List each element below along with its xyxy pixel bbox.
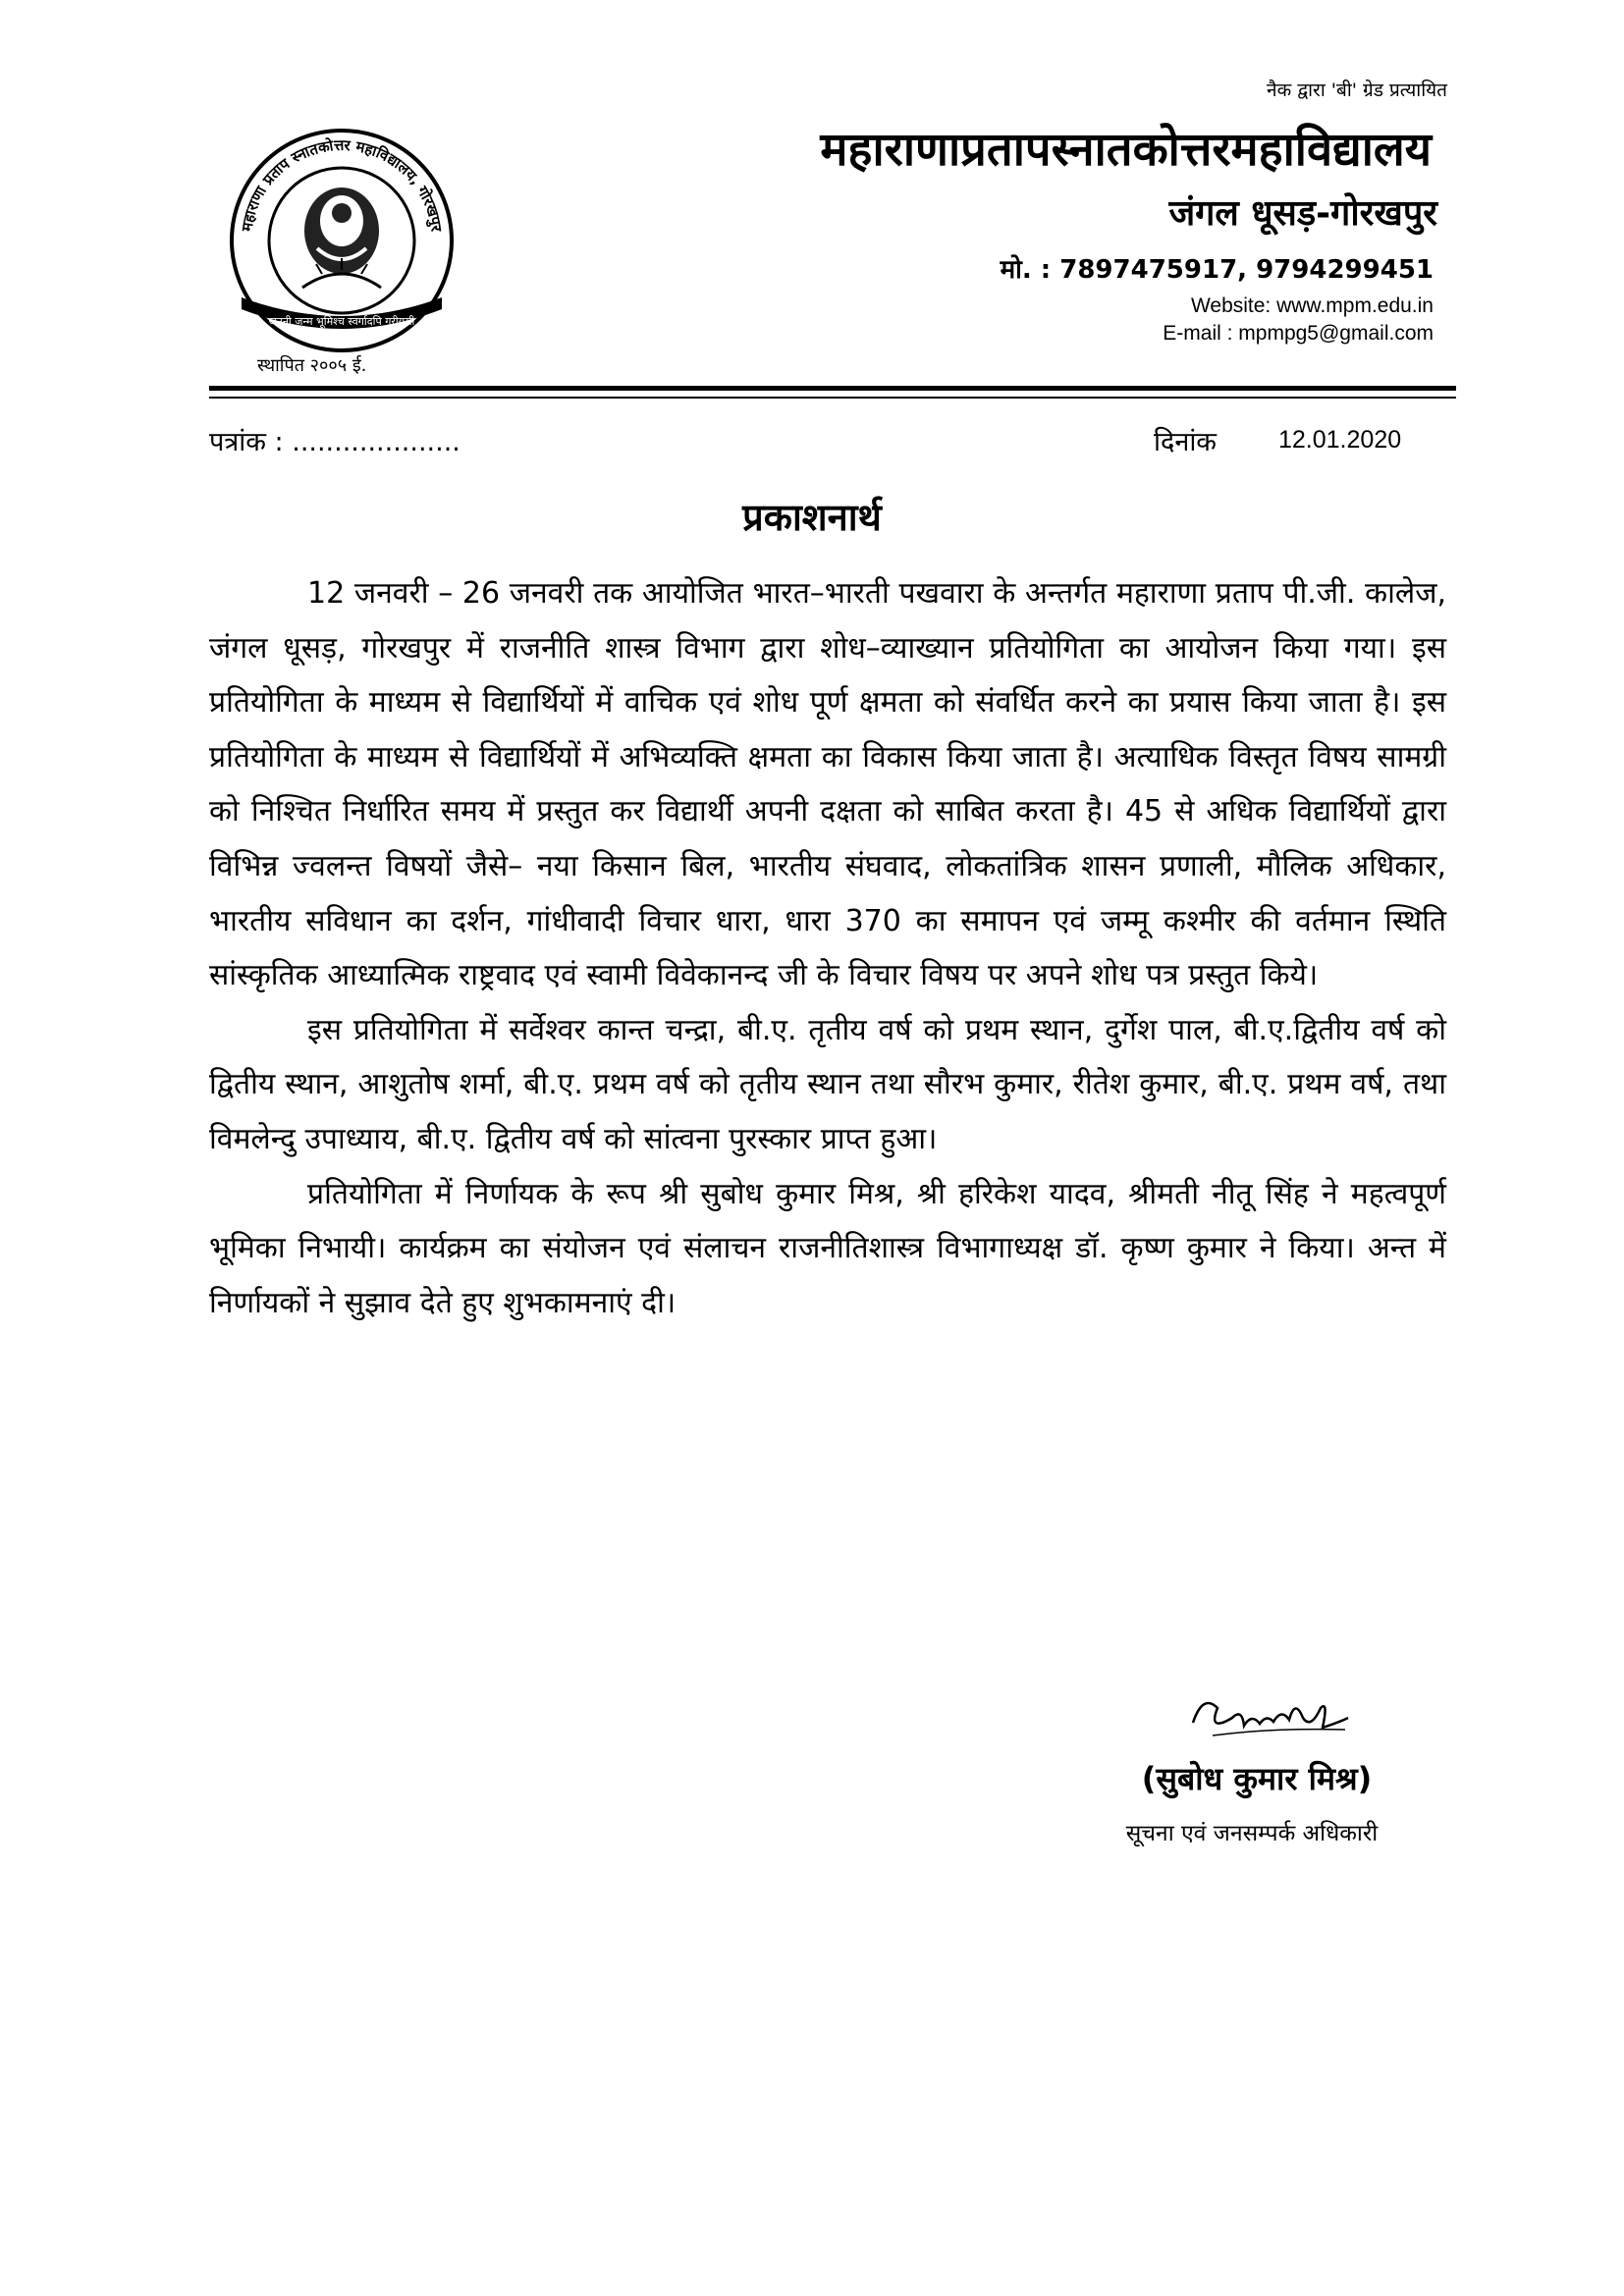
email-text: E-mail : mpmpg5@gmail.com — [1163, 322, 1434, 345]
body-paragraph-2: इस प्रतियोगिता में सर्वेश्वर कान्त चन्द्रा, बी.ए. तृतीय वर्ष को प्रथम स्थान, दुर्गेश पाल, बी.ए.द्वितीय वर्ष को द्वितीय स्थान, आशुतोष शर्मा, बी.ए. प्रथम वर्ष को तृतीय स्थान तथा सौरभ कुमार, रीतेश कुमार, बी.ए. प्रथम वर्ष, तथा विमलेन्दु उपाध्याय, बी.ए. द्वितीय वर्ष को सांत्वना पुरस्कार प्राप्त हुआ। — [209, 1012, 1446, 1156]
established-text: स्थापित २००५ ई. — [257, 355, 367, 376]
body-paragraph-3: प्रतियोगिता में निर्णायक के रूप श्री सुबोध कुमार मिश्र, श्री हरिकेश यादव, श्रीमती नीतू सिंह ने महत्वपूर्ण भूमिका निभायी। कार्यक्रम का संयोजन एवं संलाचन राजनीतिशास्त्र विभागाध्यक्ष डॉ. कृष्ण कुमार ने किया। अन्त में निर्णायकों ने सुझाव देते हुए शुभकामनाएं दी। — [209, 1176, 1446, 1320]
signatory-designation: सूचना एवं जनसम्पर्क अधिकारी — [1125, 1821, 1379, 1846]
signatory-name: (सुबोध कुमार मिश्र) — [1141, 1760, 1373, 1797]
body-paragraph-1: 12 जनवरी – 26 जनवरी तक आयोजित भारत–भारती पखवारा के अन्तर्गत महाराणा प्रताप पी.जी. कालेज, जंगल धूसड़, गोरखपुर में राजनीति शास्त्र विभाग द्वारा शोध–व्याख्यान प्रतियोगिता का आयोजन किया गया। इस प्रतियोगिता के माध्यम से विद्यार्थियों में वाचिक एवं शोध पूर्ण क्षमता को संवर्धित करने का प्रयास किया जाता है। इस प्रतियोगिता के माध्यम से विद्यार्थियों में अभिव्यक्ति क्षमता का विकास किया जाता है। अत्याधिक विस्तृत विषय सामग्री को निश्चित निर्धारित समय में प्रस्तुत कर विद्यार्थी अपनी दक्षता को साबित करता है। 45 से अधिक विद्यार्थियों द्वारा विभिन्न ज्वलन्त विषयों जैसे– नया किसान बिल, भारतीय संघवाद, लोकतांत्रिक शासन प्रणाली, मौलिक अधिकार, भारतीय सविधान का दर्शन, गांधीवादी विचार धारा, धारा 370 का समापन एवं जम्मू कश्मीर की वर्तमान स्थिति सांस्कृतिक आध्यात्मिक राष्ट्रवाद एवं स्वामी विवेकानन्द जी के विचार विषय पर अपने शोध पत्र प्रस्तुत किये। — [209, 576, 1446, 993]
reference-number: पत्रांक : .................... — [209, 427, 460, 457]
header-divider-thin — [209, 397, 1456, 399]
sun-rays-icon — [302, 258, 381, 288]
logo-motto: जननी जन्म भूमिश्च स्वर्गादपि गरीयसी — [268, 315, 415, 328]
handwritten-signature — [1173, 1679, 1370, 1757]
phone-numbers: मो. : 7897475917, 9794299451 — [1000, 255, 1434, 285]
date-value: 12.01.2020 — [1278, 426, 1402, 454]
website-text: Website: www.mpm.edu.in — [1190, 294, 1434, 317]
date-label: दिनांक — [1154, 427, 1218, 457]
document-body — [209, 566, 1446, 1330]
college-place: जंगल धूसड़-गोरखपुर — [1168, 193, 1437, 234]
college-logo-emblem — [224, 123, 460, 358]
logo-arc-text: महाराणा प्रताप स्नातकोत्तर महाविद्यालय, गोरखपुर — [238, 135, 446, 233]
header-divider-thick — [209, 386, 1456, 391]
document-heading: प्रकाशनार्थ — [742, 496, 882, 539]
accreditation-text: नैक द्वारा 'बी' ग्रेड प्रत्यायित — [1267, 80, 1447, 101]
college-name: महाराणाप्रतापस्नातकोत्तरमहाविद्यालय — [820, 123, 1432, 177]
